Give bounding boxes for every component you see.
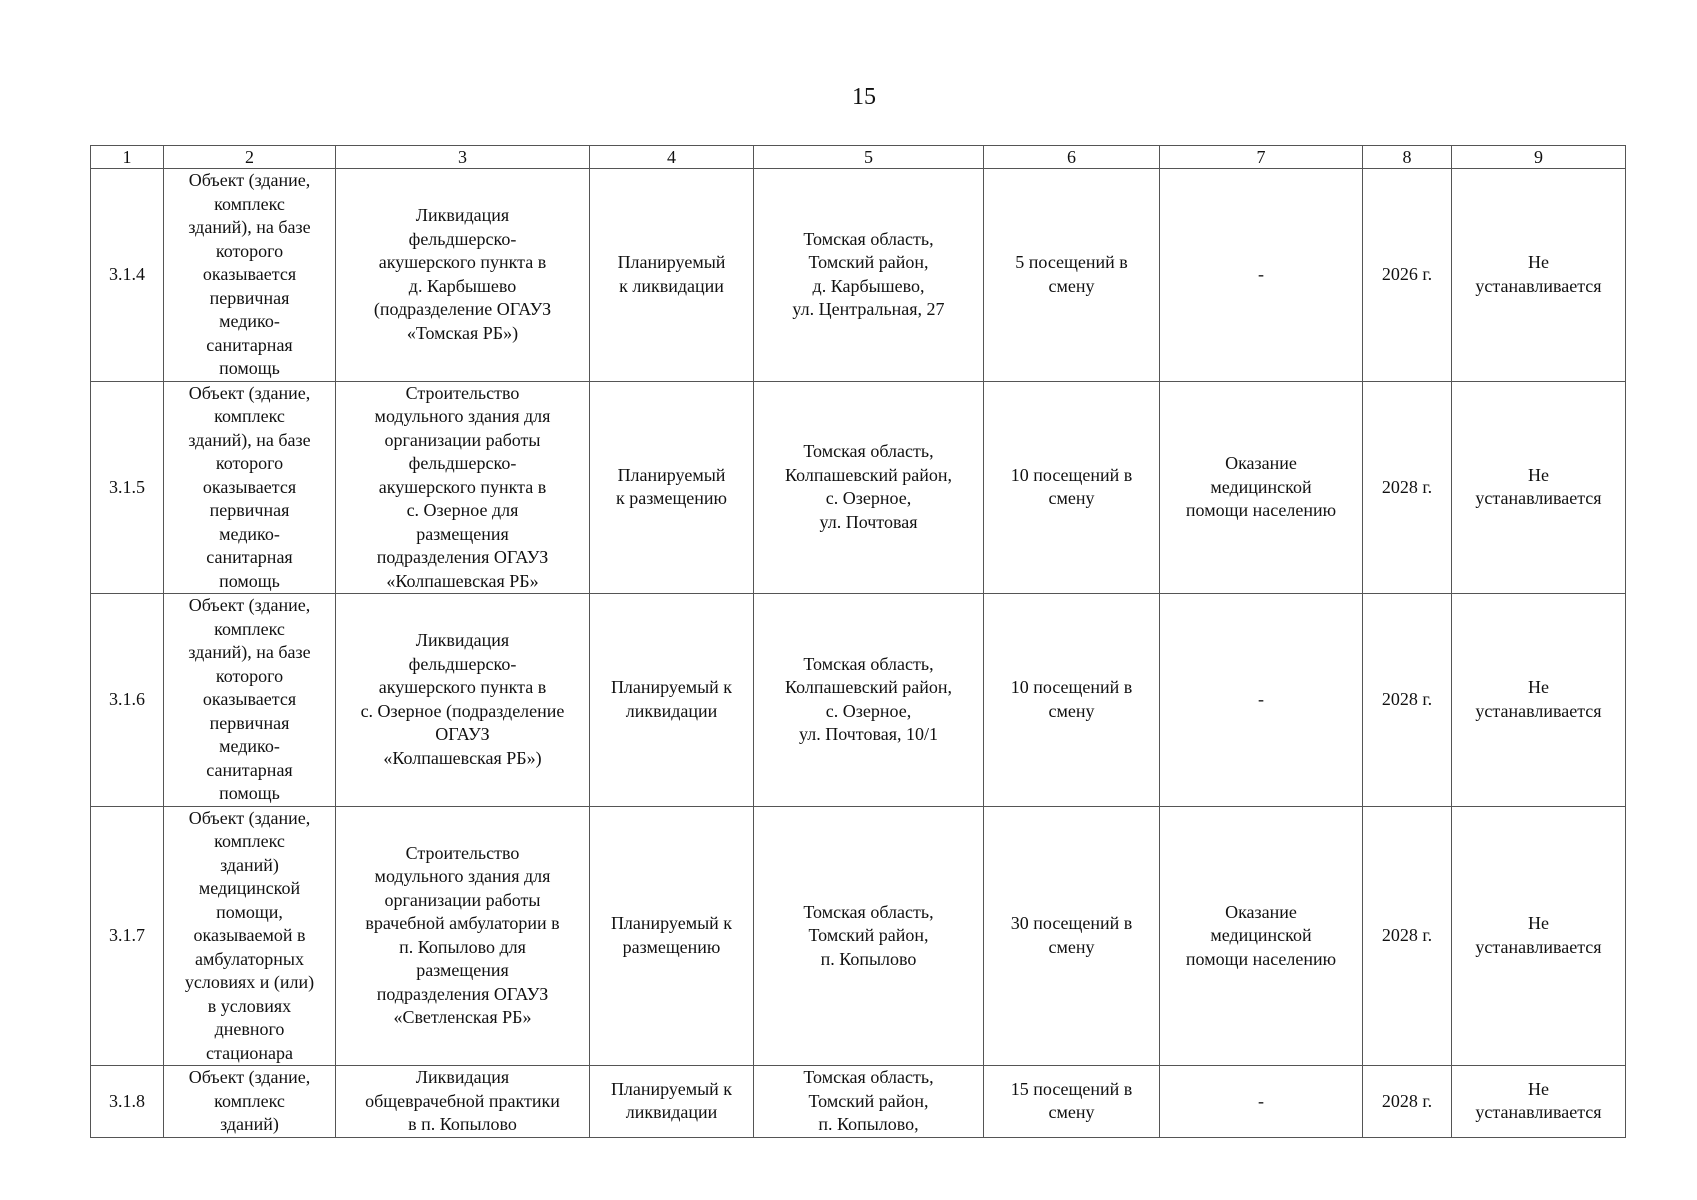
- page-number: 15: [852, 84, 876, 110]
- status-cell: Планируемый к ликвидации: [590, 169, 754, 382]
- action-cell: Ликвидация фельдшерско- акушерского пункта в с. Озерное (подразделение ОГАУЗ «Колпашевская РБ»): [336, 594, 590, 807]
- year-cell: 2028 г.: [1363, 1066, 1452, 1138]
- header-cell: 8: [1363, 146, 1452, 169]
- capacity-cell: 15 посещений в смену: [984, 1066, 1160, 1138]
- row-number: 3.1.4: [91, 169, 164, 382]
- object-type-cell: Объект (здание, комплекс зданий): [164, 1066, 336, 1138]
- action-cell: Ликвидация фельдшерско- акушерского пункта в д. Карбышево (подразделение ОГАУЗ «Томская РБ»): [336, 169, 590, 382]
- objects-table: [90, 145, 1626, 1138]
- purpose-cell: -: [1160, 169, 1363, 382]
- header-cell: 2: [164, 146, 336, 169]
- action-cell: Строительство модульного здания для организации работы врачебной амбулатории в п. Копылово для размещения подразделения ОГАУЗ «Светленская РБ»: [336, 806, 590, 1066]
- header-cell: 3: [336, 146, 590, 169]
- object-type-cell: Объект (здание, комплекс зданий), на базе которого оказывается первичная медико- санитарная помощь: [164, 381, 336, 594]
- status-cell: Планируемый к размещению: [590, 806, 754, 1066]
- object-type-cell: Объект (здание, комплекс зданий), на базе которого оказывается первичная медико- санитарная помощь: [164, 169, 336, 382]
- purpose-cell: -: [1160, 1066, 1363, 1138]
- zone-cell: Не устанавливается: [1452, 806, 1626, 1066]
- location-cell: Томская область, Колпашевский район, с. Озерное, ул. Почтовая: [754, 381, 984, 594]
- year-cell: 2028 г.: [1363, 594, 1452, 807]
- header-cell: 9: [1452, 146, 1626, 169]
- table-row: [91, 806, 1626, 1066]
- row-number: 3.1.8: [91, 1066, 164, 1138]
- status-cell: Планируемый к размещению: [590, 381, 754, 594]
- action-cell: Строительство модульного здания для организации работы фельдшерско- акушерского пункта в с. Озерное для размещения подразделения ОГАУЗ «Колпашевская РБ»: [336, 381, 590, 594]
- zone-cell: Не устанавливается: [1452, 169, 1626, 382]
- header-row: [91, 146, 1626, 169]
- status-cell: Планируемый к ликвидации: [590, 1066, 754, 1138]
- header-cell: 1: [91, 146, 164, 169]
- location-cell: Томская область, Томский район, п. Копылово: [754, 806, 984, 1066]
- capacity-cell: 10 посещений в смену: [984, 381, 1160, 594]
- header-cell: 4: [590, 146, 754, 169]
- zone-cell: Не устанавливается: [1452, 381, 1626, 594]
- header-cell: 5: [754, 146, 984, 169]
- capacity-cell: 5 посещений в смену: [984, 169, 1160, 382]
- zone-cell: Не устанавливается: [1452, 594, 1626, 807]
- purpose-cell: -: [1160, 594, 1363, 807]
- table-row: [91, 594, 1626, 807]
- object-type-cell: Объект (здание, комплекс зданий), на базе которого оказывается первичная медико- санитарная помощь: [164, 594, 336, 807]
- row-number: 3.1.5: [91, 381, 164, 594]
- header-cell: 7: [1160, 146, 1363, 169]
- table-row: [91, 381, 1626, 594]
- location-cell: Томская область, Томский район, п. Копылово,: [754, 1066, 984, 1138]
- capacity-cell: 30 посещений в смену: [984, 806, 1160, 1066]
- capacity-cell: 10 посещений в смену: [984, 594, 1160, 807]
- status-cell: Планируемый к ликвидации: [590, 594, 754, 807]
- header-cell: 6: [984, 146, 1160, 169]
- year-cell: 2026 г.: [1363, 169, 1452, 382]
- action-cell: Ликвидация общеврачебной практики в п. Копылово: [336, 1066, 590, 1138]
- row-number: 3.1.6: [91, 594, 164, 807]
- object-type-cell: Объект (здание, комплекс зданий) медицинской помощи, оказываемой в амбулаторных условиях и (или) в условиях дневного стационара: [164, 806, 336, 1066]
- table-row: [91, 1066, 1626, 1138]
- purpose-cell: Оказание медицинской помощи населению: [1160, 381, 1363, 594]
- year-cell: 2028 г.: [1363, 381, 1452, 594]
- zone-cell: Не устанавливается: [1452, 1066, 1626, 1138]
- location-cell: Томская область, Томский район, д. Карбышево, ул. Центральная, 27: [754, 169, 984, 382]
- purpose-cell: Оказание медицинской помощи населению: [1160, 806, 1363, 1066]
- location-cell: Томская область, Колпашевский район, с. Озерное, ул. Почтовая, 10/1: [754, 594, 984, 807]
- row-number: 3.1.7: [91, 806, 164, 1066]
- table-row: [91, 169, 1626, 382]
- year-cell: 2028 г.: [1363, 806, 1452, 1066]
